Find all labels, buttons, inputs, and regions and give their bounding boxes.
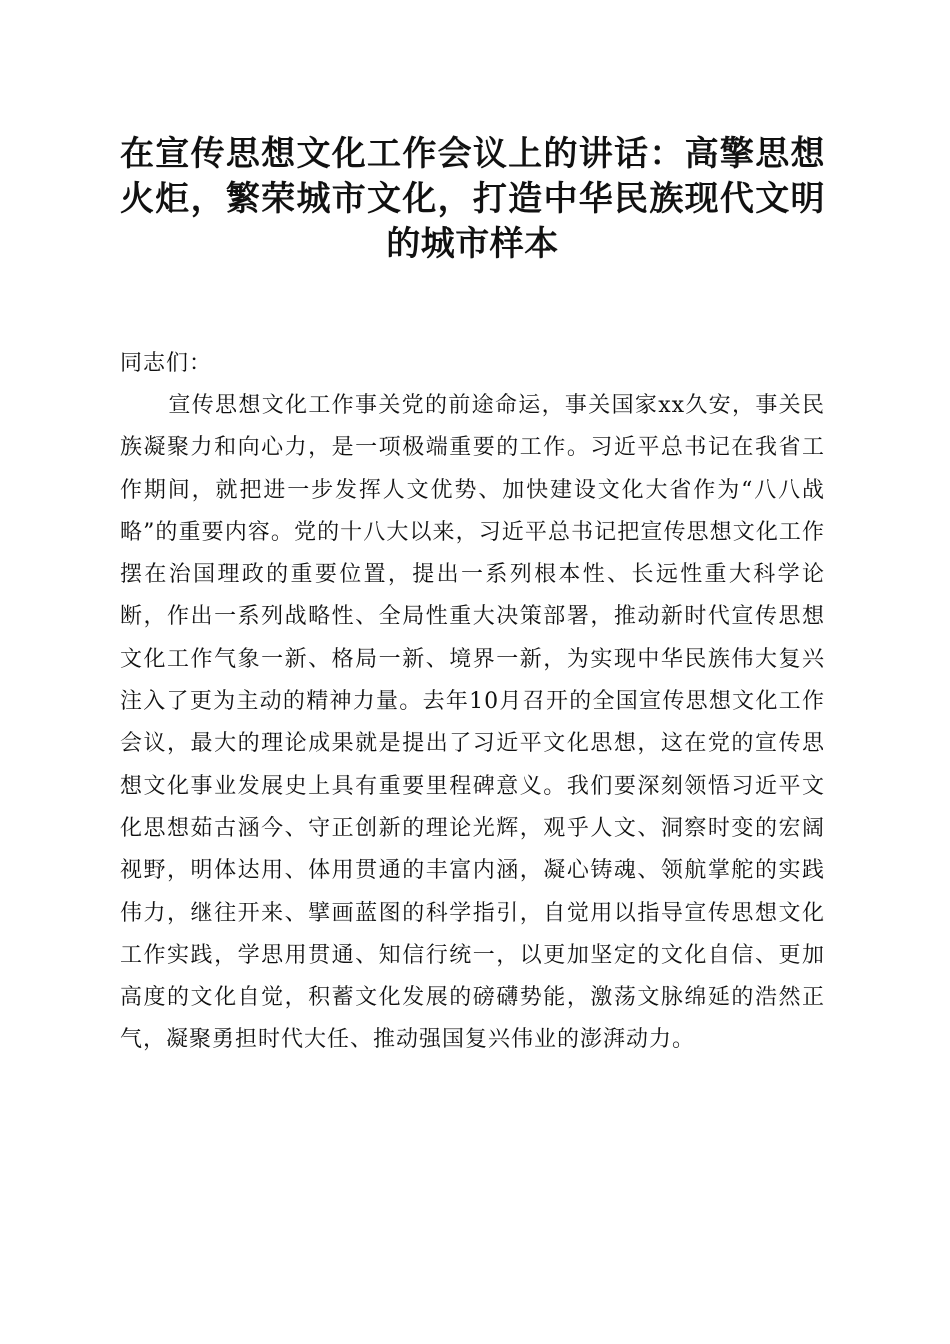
salutation: 同志们： [120,351,213,376]
body-paragraph: 宣传思想文化工作事关党的前途命运，事关国家xx久安，事关民族凝聚力和向心力，是一项极端重要的工作。习近平总书记在我省工作期间，就把进一步发挥人文优势、加快建设文化大省作为“八八战略”的重要内容。党的十八大以来，习近平总书记把宣传思想文化工作摆在治国理政的重要位置，提出一系列根本性、长远性重大科学论断，作出一系列战略性、全局性重大决策部署，推动新时代宣传思想文化工作气象一新、格局一新、境界一新，为实现中华民族伟大复兴注入了更为主动的精神力量。去年10月召开的全国宣传思想文化工作会议，最大的理论成果就是提出了习近平文化思想，这在党的宣传思想文化事业发展史上具有重要里程碑意义。我们要深刻领悟习近平文化思想茹古涵今、守正创新的理论光辉，观乎人文、洞察时变的宏阔视野，明体达用、体用贯通的丰富内涵，凝心铸魂、领航掌舵的实践伟力，继往开来、擘画蓝图的科学指引，自觉用以指导宣传思想文化工作实践，学思用贯通、知信行统一，以更加坚定的文化自信、更加高度的文化自觉，积蓄文化发展的磅礴势能，激荡文脉绵延的浩然正气，凝聚勇担时代大任、推动强国复兴伟业的澎湃动力。 [120,393,825,1053]
document-page [120,132,825,1062]
document-title: 在宣传思想文化工作会议上的讲话：高擎思想火炬，繁荣城市文化，打造中华民族现代文明的城市样本 [120,134,825,264]
